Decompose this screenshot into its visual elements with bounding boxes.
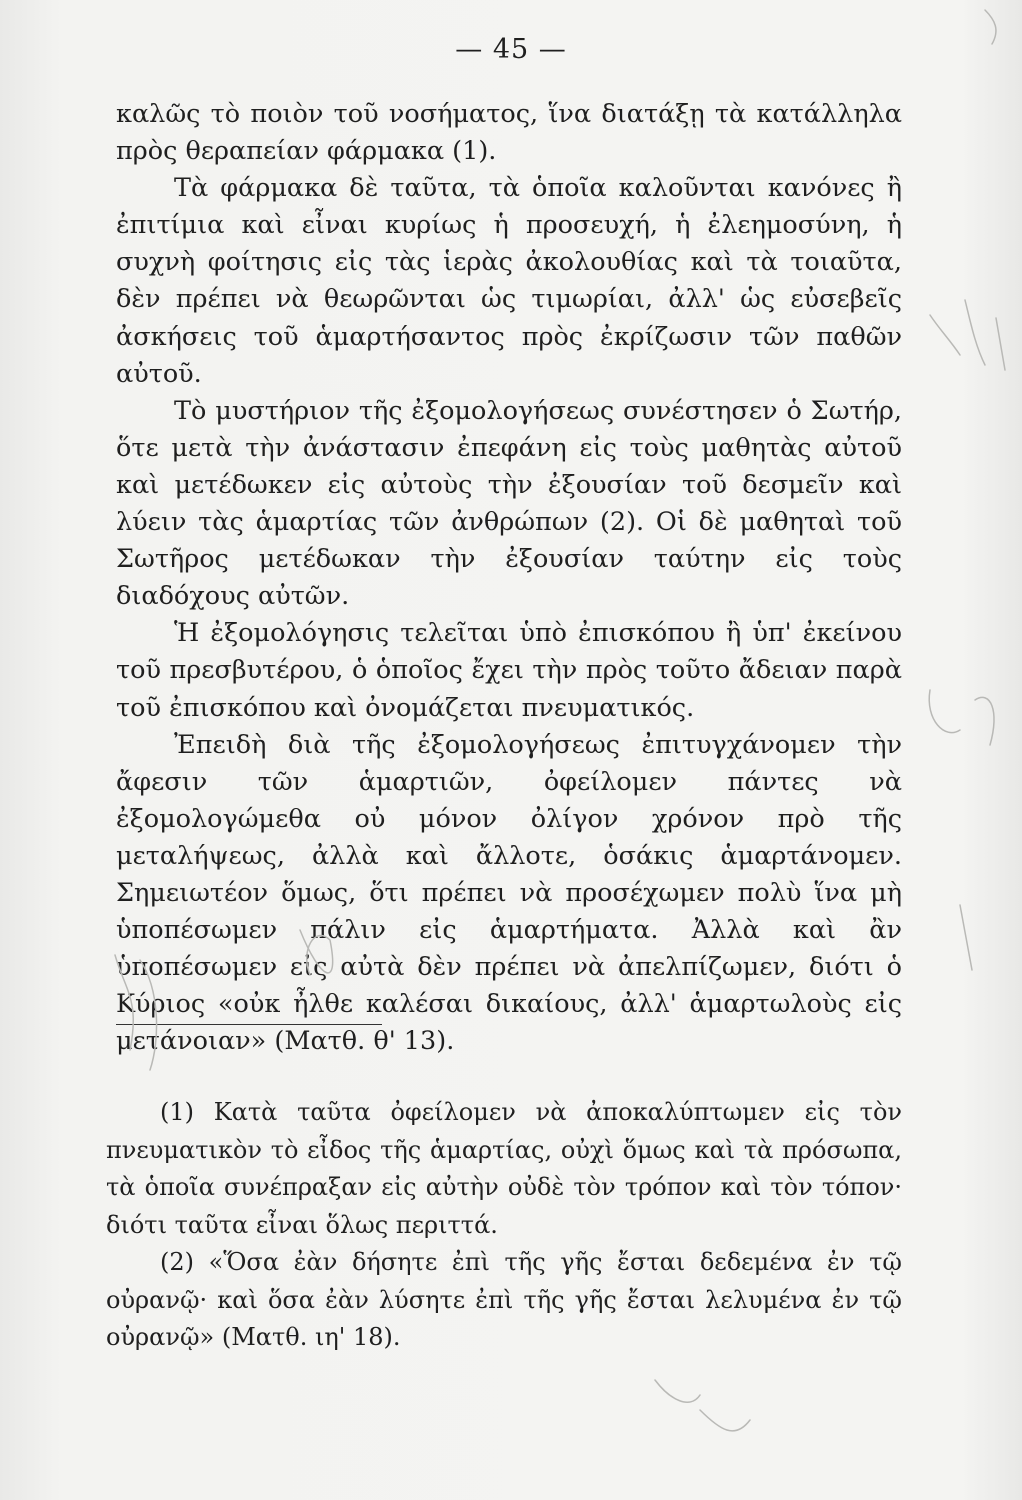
footnote: (2) «Ὅσα ἐὰν δήσητε ἐπὶ τῆς γῆς ἔσται δεδεμένα ἐν τῷ οὐρανῷ· καὶ ὅσα ἐὰν λύσητε ἐπὶ τῆς γῆς ἔσται λελυμένα ἐν τῷ οὐρανῷ» (Ματθ. ιη' 18).: [106, 1248, 902, 1351]
page-number: — 45 —: [455, 34, 567, 65]
paragraph: Ἡ ἐξομολόγησις τελεῖται ὑπὸ ἐπισκόπου ἢ ὑπ' ἐκείνου τοῦ πρεσβυτέρου, ὁ ὁποῖος ἔχει τὴν πρὸς τοῦτο ἄδειαν παρὰ τοῦ ἐπισκόπου καὶ ὀνομάζεται πνευματικός.: [116, 618, 902, 723]
paragraph: Ἐπειδὴ διὰ τῆς ἐξομολογήσεως ἐπιτυγχάνομεν τὴν ἄφεσιν τῶν ἁμαρτιῶν, ὀφείλομεν πάντες νὰ ἐξομολογώμεθα οὐ μόνον ὀλίγον χρόνον πρὸ τῆς μεταλήψεως, ἀλλὰ καὶ ἄλλοτε, ὁσάκις ἁμαρτάνομεν. Σημειωτέον ὅμως, ὅτι πρέπει νὰ προσέχωμεν πολὺ ἵνα μὴ ὑποπέσωμεν πάλιν εἰς ἁμαρτήματα. Ἀλλὰ καὶ ἂν ὑποπέσωμεν εἰς αὐτὰ δὲν πρέπει νὰ ἀπελπίζωμεν, διότι ὁ Κύριος «οὐκ ἦλθε καλέσαι δικαίους, ἀλλ' ἁμαρτωλοὺς εἰς μετάνοιαν» (Ματθ. θ' 13).: [116, 729, 902, 1057]
footnote: (1) Κατὰ ταῦτα ὀφείλομεν νὰ ἀποκαλύπτωμεν εἰς τὸν πνευματικὸν τὸ εἶδος τῆς ἁμαρτίας, οὐχὶ ὅμως καὶ τὰ πρόσωπα, τὰ ὁποῖα συνέπραξαν εἰς αὐτὴν οὐδὲ τὸν τρόπον καὶ τὸν τόπον· διότι ταῦτα εἶναι ὅλως περιττά.: [106, 1098, 902, 1239]
main-text: [116, 96, 902, 1060]
paragraph: Τὸ μυστήριον τῆς ἐξομολογήσεως συνέστησεν ὁ Σωτήρ, ὅτε μετὰ τὴν ἀνάστασιν ἐπεφάνη εἰς τοὺς μαθητὰς αὐτοῦ καὶ μετέδωκεν εἰς αὐτοὺς τὴν ἐξουσίαν τοῦ δεσμεῖν καὶ λύειν τὰς ἁμαρτίας τῶν ἀνθρώπων (2). Οἱ δὲ μαθηταὶ τοῦ Σωτῆρος μετέδωκαν τὴν ἐξουσίαν ταύτην εἰς τοὺς διαδόχους αὐτῶν.: [116, 395, 902, 612]
paragraph: Τὰ φάρμακα δὲ ταῦτα, τὰ ὁποῖα καλοῦνται κανόνες ἢ ἐπιτίμια καὶ εἶναι κυρίως ἡ προσευχή, ἡ ἐλεημοσύνη, ἡ συχνὴ φοίτησις εἰς τὰς ἱερὰς ἀκολουθίας καὶ τὰ τοιαῦτα, δὲν πρέπει νὰ θεωρῶνται ὡς τιμωρίαι, ἀλλ' ὡς εὐσεβεῖς ἀσκήσεις τοῦ ἁμαρτήσαντος πρὸς ἐκρίζωσιν τῶν παθῶν αὐτοῦ.: [116, 173, 902, 389]
paragraph: καλῶς τὸ ποιὸν τοῦ νοσήματος, ἵνα διατάξῃ τὰ κατάλληλα πρὸς θεραπείαν φάρμακα (1).: [116, 99, 902, 167]
footnote-divider: [116, 1024, 382, 1025]
footnotes: [106, 1094, 902, 1357]
